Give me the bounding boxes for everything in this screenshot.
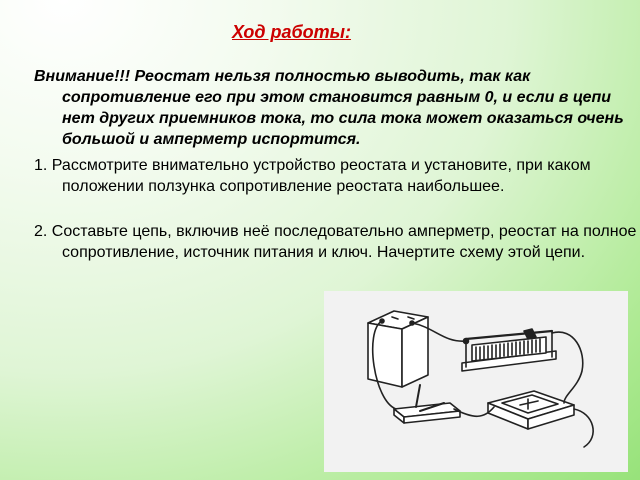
slide-title: Ход работы: [232,22,351,42]
circuit-illustration [324,291,628,472]
rheostat-drawing [462,329,556,371]
step-2-text: 2. Составьте цепь, включив неё последовательно амперметр, реостат на полное сопротивление, источник питания и ключ. Начертите схему этой цепи. [34,223,637,261]
ammeter-drawing [488,391,574,429]
switch-drawing [394,385,460,423]
step-1-text: 1. Рассмотрите внимательно устройство реостата и установите, при каком положении ползунка сопротивление реостата наибольшее. [34,157,591,195]
warning-text: Внимание!!! Реостат нельзя полностью выводить, так как сопротивление его при этом становится равным 0, и если в цепи нет других приемников тока, то сила тока может оказаться очень большой и амперметр испортится. [34,68,624,148]
power-source-drawing [368,311,428,387]
